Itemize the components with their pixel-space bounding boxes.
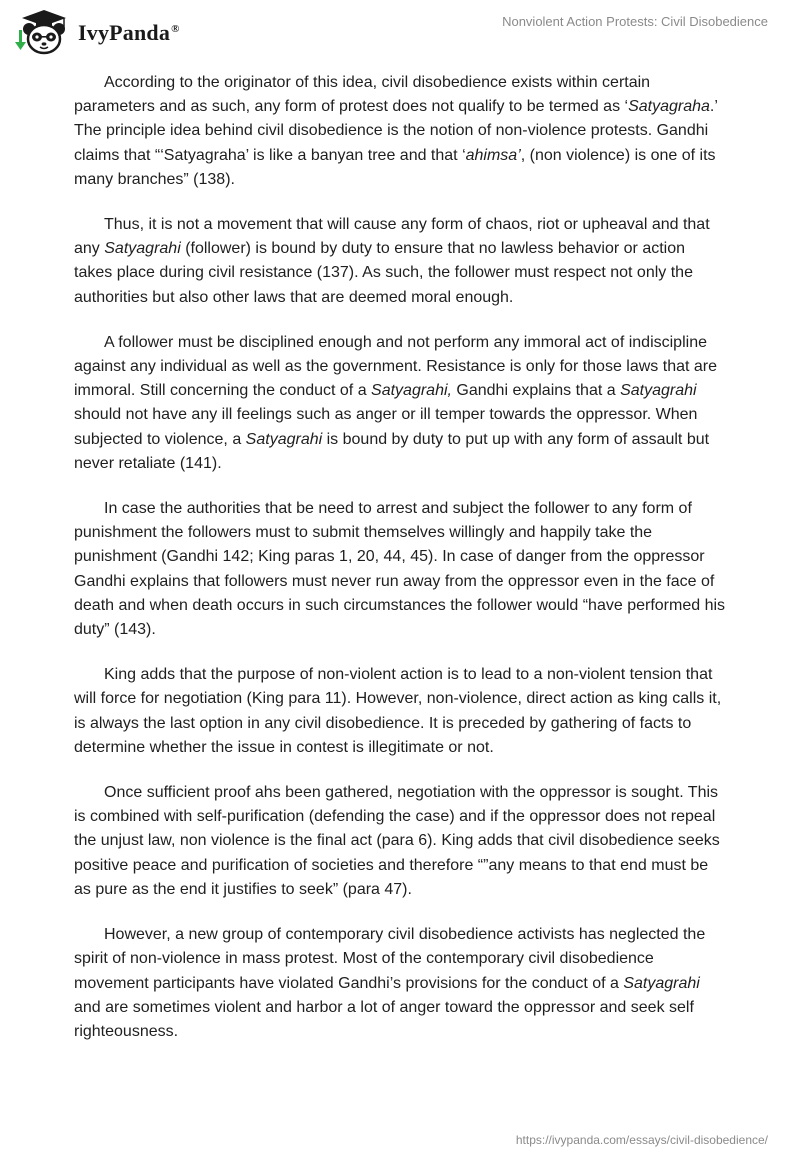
italic-term: Satyagrahi, (371, 382, 452, 400)
essay-body (74, 71, 726, 1065)
essay-paragraph (74, 663, 726, 760)
italic-term: Satyagrahi (620, 382, 697, 400)
paragraph-text: (follower) is bound by duty to ensure that no lawless behavior or action takes place during civil resistance (137). As such, the follower must respect not only the authorities but also other laws that are deemed moral enough. (74, 240, 693, 306)
italic-term: ahimsa’ (465, 146, 521, 164)
paragraph-text: should not have any ill feelings such as anger or ill temper towards the oppressor. When subjected to violence, a (74, 406, 698, 448)
paragraph-text: .’ The principle idea behind civil disobedience is the notion of non-violence protests. Gandhi claims that “‘Satyagraha’ is like a banyan tree and that ‘ (74, 98, 718, 164)
essay-paragraph (74, 781, 726, 902)
paragraph-text: Gandhi explains that a (451, 382, 621, 400)
paragraph-text: A follower must be disciplined enough and not perform any immoral act of indiscipline against any individual as well as the government. Resistance is only for those laws that are immoral. Still concerning the conduct of a (74, 333, 718, 400)
italic-term: Satyagrahi (623, 974, 700, 992)
essay-paragraph (74, 497, 726, 642)
paragraph-text: , (non violence) is one of its many branches” (138). (74, 146, 716, 188)
essay-paragraph (74, 71, 726, 192)
paragraph-text: In case the authorities that be need to arrest and subject the follower to any form of punishment the followers must to submit themselves willingly and happily take the punishment (Gandhi 142; King paras 1, 20, 44, 45). In case of danger from the oppressor Gandhi explains that followers must never run away from the oppressor even in the face of death and when death occurs in such circumstances the follower would “have performed his duty” (143). (74, 500, 726, 639)
page-header (0, 0, 800, 60)
paragraph-text: However, a new group of contemporary civil disobedience activists has neglected the spirit of non-violence in mass protest. Most of the contemporary civil disobedience movement participants have violated Gandhi’s provisions for the conduct of a (74, 926, 706, 992)
italic-term: Satyagrahi (104, 240, 181, 258)
document-title: Nonviolent Action Protests: Civil Disobedience (502, 14, 768, 29)
panda-graduate-logo-icon[interactable] (14, 8, 74, 58)
source-url[interactable]: https://ivypanda.com/essays/civil-disobedience/ (515, 1133, 768, 1147)
essay-paragraph (74, 923, 726, 1044)
brand-name[interactable]: IvyPanda® (78, 20, 180, 45)
paragraph-text: Thus, it is not a movement that will cause any form of chaos, riot or upheaval and that any (74, 216, 710, 258)
essay-paragraph (74, 331, 726, 476)
essay-paragraph (74, 213, 726, 310)
paragraph-text: is bound by duty to put up with any form of assault but never retaliate (141). (74, 430, 710, 472)
paragraph-text: King adds that the purpose of non-violent action is to lead to a non-violent tension that will force for negotiation (King para 11). However, non-violence, direct action as king calls it, is always the last option in any civil disobedience. It is preceded by gathering of facts to determine whether the issue in contest is illegitimate or not. (74, 666, 722, 756)
italic-term: Satyagraha (628, 98, 710, 116)
paragraph-text: Once sufficient proof ahs been gathered, negotiation with the oppressor is sought. This is combined with self-purification (defending the case) and if the oppressor does not repeal the unjust law, non violence is the final act (para 6). King adds that civil disobedience seeks positive peace and purification of societies and therefore “”any means to that end must be as pure as the end it justifies to seek” (para 47). (74, 784, 720, 898)
paragraph-text: and are sometimes violent and harbor a lot of anger toward the oppressor and seek self righteousness. (74, 998, 694, 1040)
paragraph-text: According to the originator of this idea, civil disobedience exists within certain parameters and as such, any form of protest does not qualify to be termed as ‘ (74, 74, 651, 116)
italic-term: Satyagrahi (245, 430, 323, 448)
